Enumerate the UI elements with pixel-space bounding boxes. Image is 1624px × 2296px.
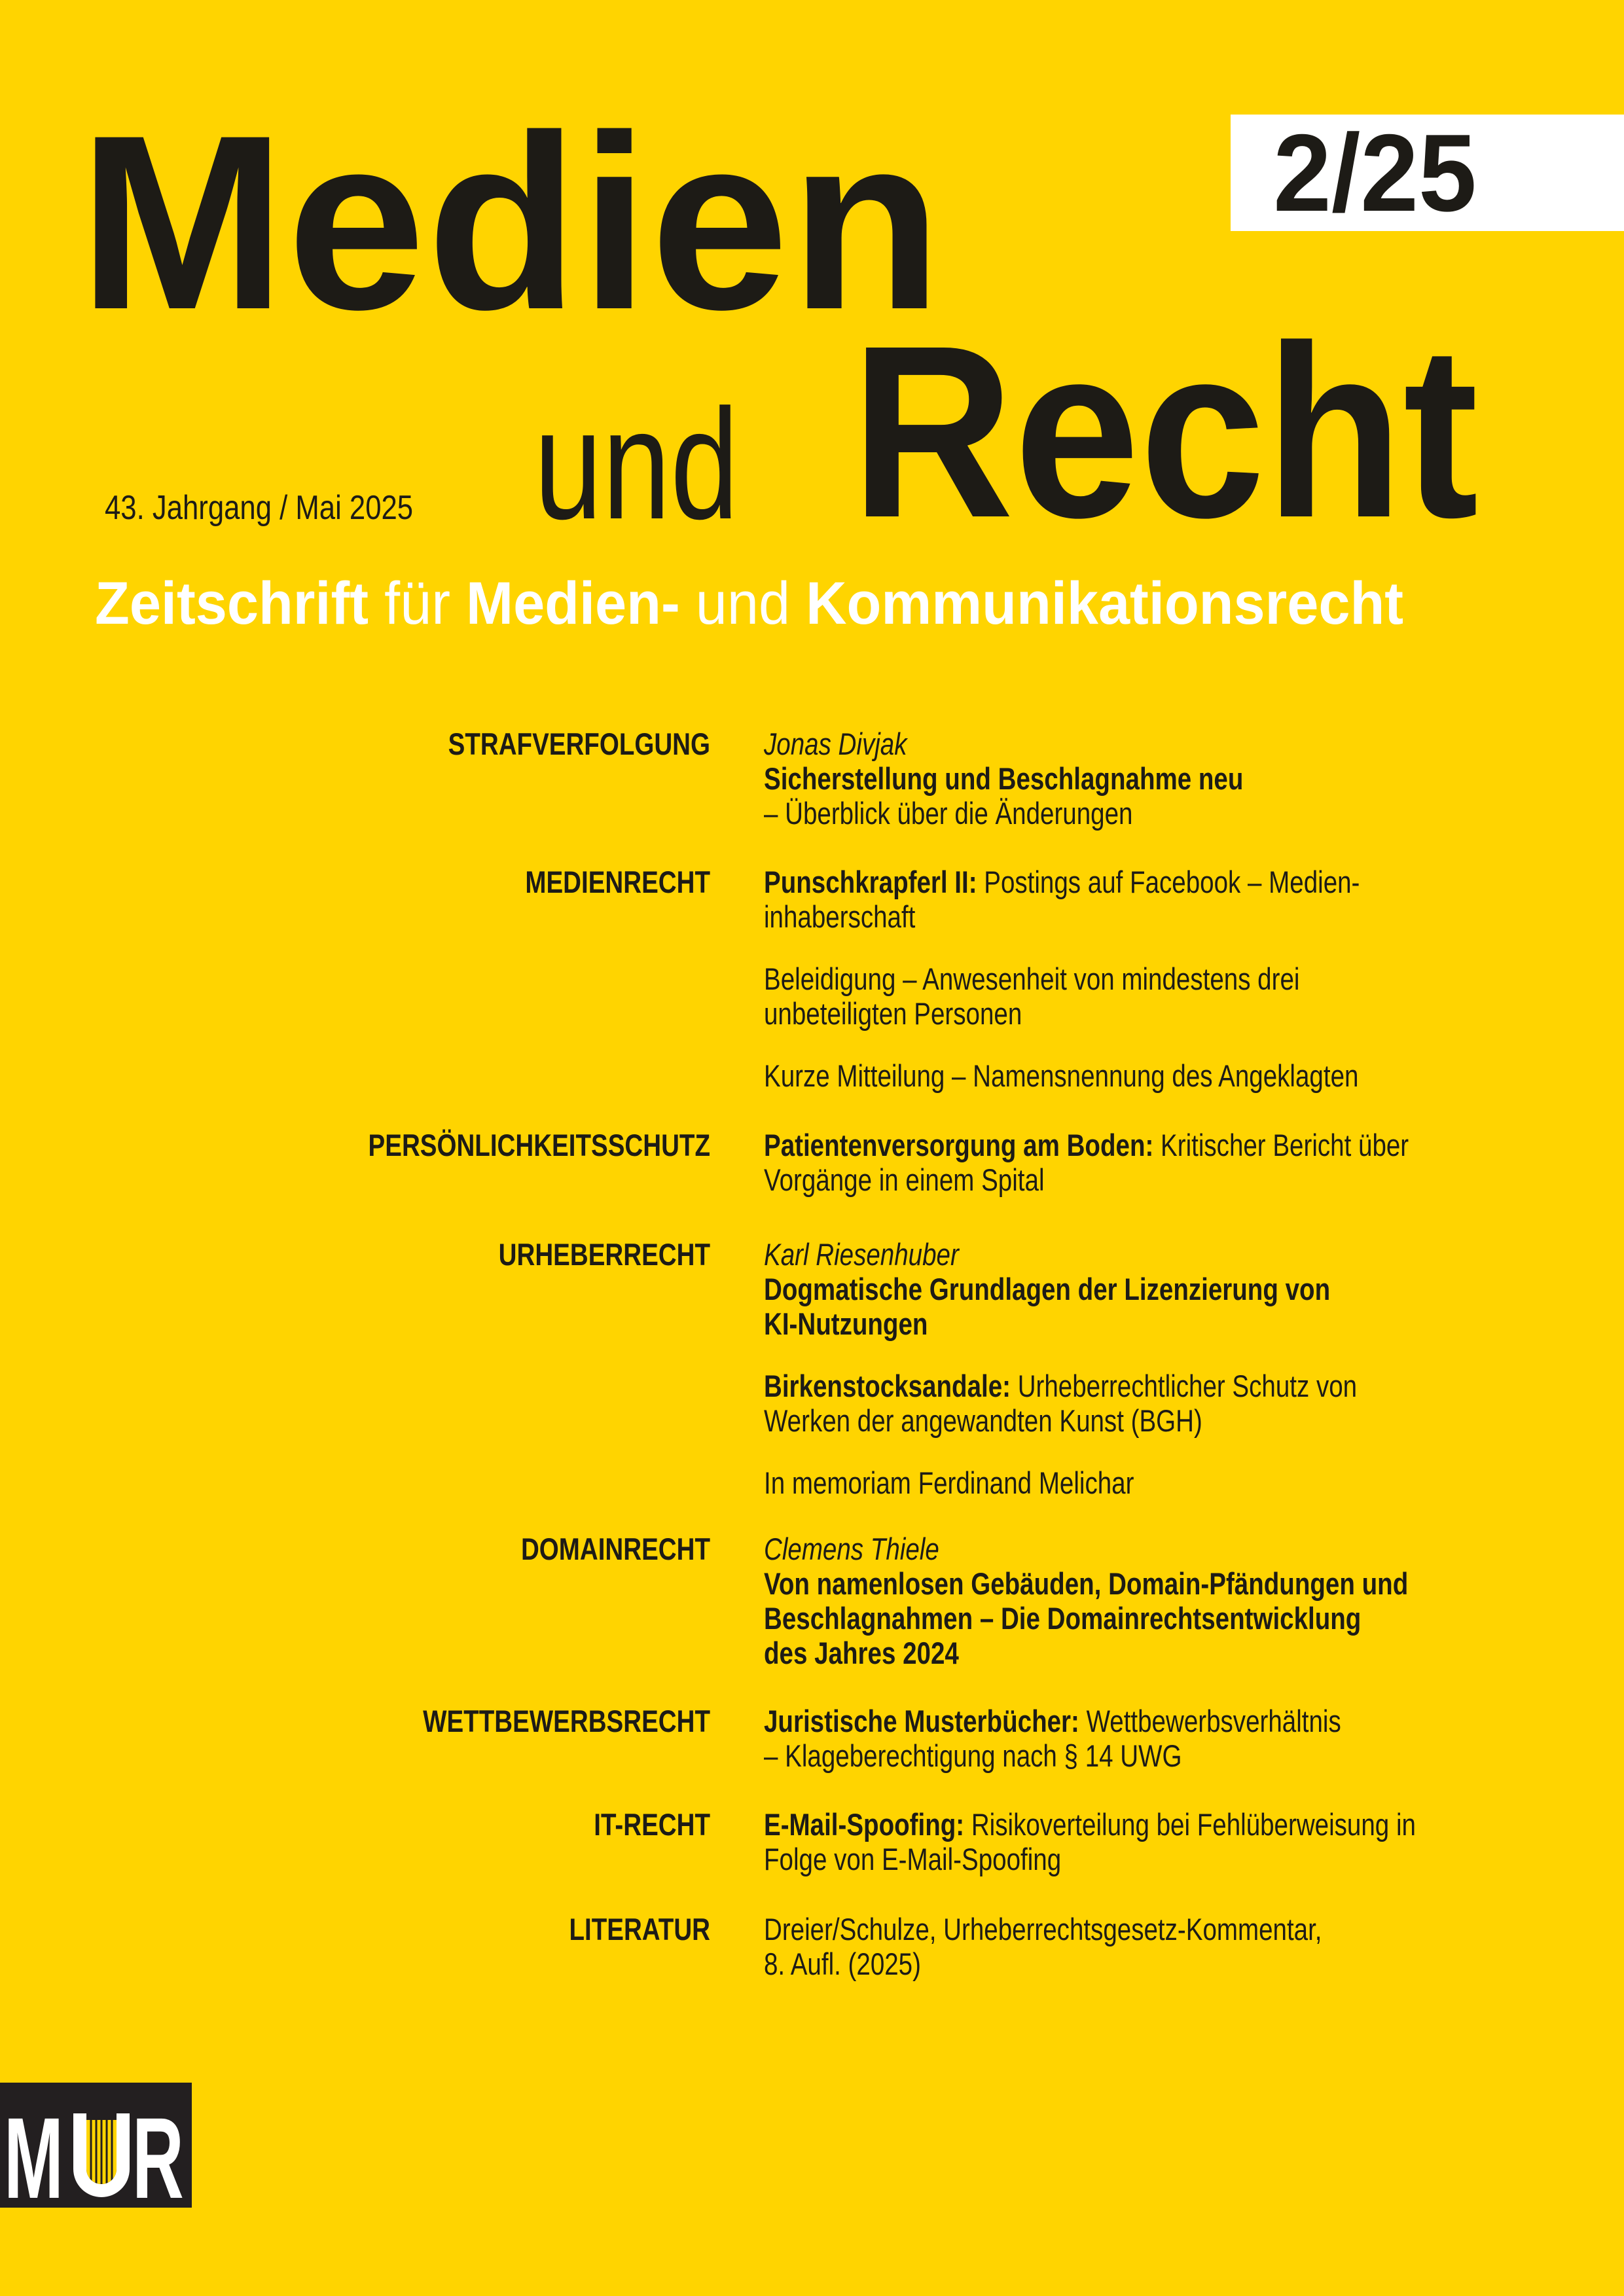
toc-entry-line bbox=[764, 1912, 1569, 1946]
toc-section-label: WETTBEWERBSRECHT bbox=[423, 1704, 710, 1738]
toc-entry-line bbox=[764, 1128, 1569, 1162]
toc-entry-text: Folge von E-Mail-Spoofing bbox=[764, 1842, 1062, 1876]
toc-entry-text: Patientenversorgung am Boden: bbox=[764, 1128, 1154, 1162]
toc-entry-text: Urheberrechtlicher Schutz von bbox=[1010, 1369, 1358, 1403]
toc-section-label: PERSÖNLICHKEITSSCHUTZ bbox=[368, 1128, 710, 1162]
toc-entry-text: inhaberschaft bbox=[764, 899, 916, 934]
toc-entry-line bbox=[764, 865, 1569, 899]
toc-section-entries bbox=[764, 1237, 1569, 1500]
toc-entry-text: Kritischer Bericht über bbox=[1153, 1128, 1409, 1162]
masthead-title-connector: und bbox=[534, 376, 739, 552]
logo-letter-m: M bbox=[4, 2094, 63, 2208]
toc-section-entries bbox=[764, 726, 1569, 831]
toc-section-entries bbox=[764, 865, 1569, 1093]
toc-entry-line bbox=[764, 1237, 1569, 1272]
toc-entry bbox=[764, 1237, 1569, 1341]
toc-entry-line bbox=[764, 1738, 1569, 1773]
toc-entry-text: – Klageberechtigung nach § 14 UWG bbox=[764, 1738, 1182, 1773]
toc-section-label: DOMAINRECHT bbox=[520, 1532, 710, 1566]
mur-logo bbox=[0, 2083, 192, 2208]
toc-entry-line bbox=[764, 796, 1569, 831]
toc-entry-text: Kurze Mitteilung – Namensnennung des Angeklagten bbox=[764, 1058, 1359, 1093]
toc-entry-line bbox=[764, 996, 1569, 1031]
toc-entry-line bbox=[764, 726, 1569, 761]
toc-entry-text: Dogmatische Grundlagen der Lizenzierung von bbox=[764, 1272, 1331, 1306]
subtitle-segment: Kommunikationsrecht bbox=[806, 570, 1404, 637]
toc-entry-text: Juristische Musterbücher: bbox=[764, 1704, 1079, 1738]
toc-entry-line bbox=[764, 1058, 1569, 1093]
toc-entry bbox=[764, 961, 1569, 1031]
toc-entry-text: E-Mail-Spoofing: bbox=[764, 1807, 965, 1842]
toc-entry-text: KI-Nutzungen bbox=[764, 1306, 928, 1341]
toc-entry-line bbox=[764, 1807, 1569, 1842]
toc-author-text: Clemens Thiele bbox=[764, 1532, 939, 1566]
toc-author-text: Jonas Divjak bbox=[764, 726, 907, 761]
toc-entry-line bbox=[764, 1465, 1569, 1500]
toc-entry-text: unbeteiligten Personen bbox=[764, 996, 1022, 1031]
toc-entry-line bbox=[764, 1403, 1569, 1438]
toc-entry-text: Beschlagnahmen – Die Domainrechtsentwicklung bbox=[764, 1601, 1362, 1636]
toc-entry-line bbox=[764, 1946, 1569, 1981]
toc-entry-text: Von namenlosen Gebäuden, Domain-Pfändungen und bbox=[764, 1566, 1409, 1601]
toc-section-entries bbox=[764, 1532, 1569, 1670]
toc-entry bbox=[764, 1369, 1569, 1438]
toc-entry-line bbox=[764, 761, 1569, 796]
subtitle-segment: und bbox=[695, 570, 806, 637]
toc-entry-text: Punschkrapferl II: bbox=[764, 865, 977, 899]
toc-entry-text: – Überblick über die Änderungen bbox=[764, 796, 1133, 831]
subtitle-line bbox=[95, 572, 1403, 636]
toc-entry-text: Vorgänge in einem Spital bbox=[764, 1162, 1045, 1197]
toc-entry-text: Beleidigung – Anwesenheit von mindestens drei bbox=[764, 961, 1300, 996]
logo-letter-u-book-icon bbox=[73, 2113, 130, 2197]
toc-entry bbox=[764, 1532, 1569, 1670]
toc-entry-line bbox=[764, 1636, 1569, 1670]
toc-entry bbox=[764, 1807, 1569, 1876]
toc-entry-text: Postings auf Facebook – Medien- bbox=[977, 865, 1360, 899]
subtitle-segment: Medien- bbox=[466, 570, 696, 637]
toc-entry-line bbox=[764, 1704, 1569, 1738]
subtitle-segment: für bbox=[384, 570, 467, 637]
toc-entry bbox=[764, 1704, 1569, 1773]
toc-section-entries bbox=[764, 1912, 1569, 1981]
toc-entry-text: Birkenstocksandale: bbox=[764, 1369, 1011, 1403]
toc-section-entries bbox=[764, 1704, 1569, 1773]
volume-date-line: 43. Jahrgang / Mai 2025 bbox=[105, 489, 414, 527]
toc-section-label: STRAFVERFOLGUNG bbox=[448, 726, 710, 761]
toc-entry bbox=[764, 865, 1569, 934]
toc-entry-line bbox=[764, 1566, 1569, 1601]
toc-section-label: LITERATUR bbox=[569, 1912, 710, 1946]
toc-entry-line bbox=[764, 961, 1569, 996]
toc-entry-text: Werken der angewandten Kunst (BGH) bbox=[764, 1403, 1202, 1438]
toc-entry bbox=[764, 1465, 1569, 1500]
toc-entry-line bbox=[764, 1842, 1569, 1876]
toc-section-label: IT-RECHT bbox=[594, 1807, 710, 1842]
toc-section-label: URHEBERRECHT bbox=[498, 1237, 710, 1272]
toc-entry-text: des Jahres 2024 bbox=[764, 1636, 959, 1670]
toc-author-text: Karl Riesenhuber bbox=[764, 1237, 959, 1272]
toc-section-label: MEDIENRECHT bbox=[525, 865, 710, 899]
toc-entry-line bbox=[764, 1532, 1569, 1566]
logo-letter-r: R bbox=[132, 2094, 184, 2208]
issue-badge bbox=[1231, 111, 1624, 234]
toc-entry-line bbox=[764, 1162, 1569, 1197]
toc-entry bbox=[764, 1058, 1569, 1093]
toc-entry-line bbox=[764, 1369, 1569, 1403]
issue-number: 2/25 bbox=[1273, 111, 1477, 234]
toc-entry-line bbox=[764, 899, 1569, 934]
toc-entry-line bbox=[764, 1601, 1569, 1636]
toc-section-entries bbox=[764, 1128, 1569, 1197]
toc-entry-line bbox=[764, 1272, 1569, 1306]
toc-entry bbox=[764, 1128, 1569, 1197]
toc-entry-text: 8. Aufl. (2025) bbox=[764, 1946, 921, 1981]
toc-entry-text: Dreier/Schulze, Urheberrechtsgesetz-Kommentar, bbox=[764, 1912, 1322, 1946]
masthead-title-word1: Medien bbox=[79, 83, 944, 361]
toc-entry-text: Wettbewerbsverhältnis bbox=[1079, 1704, 1341, 1738]
subtitle-segment: Zeitschrift bbox=[95, 570, 385, 637]
toc-entry-text: In memoriam Ferdinand Melichar bbox=[764, 1465, 1134, 1500]
toc-section-entries bbox=[764, 1807, 1569, 1876]
toc-entry-line bbox=[764, 1306, 1569, 1341]
masthead-title-word2: Recht bbox=[851, 295, 1479, 569]
toc-entry bbox=[764, 726, 1569, 831]
toc-entry bbox=[764, 1912, 1569, 1981]
toc-entry-text: Risikoverteilung bei Fehlüberweisung in bbox=[964, 1807, 1416, 1842]
toc-entry-text: Sicherstellung und Beschlagnahme neu bbox=[764, 761, 1244, 796]
